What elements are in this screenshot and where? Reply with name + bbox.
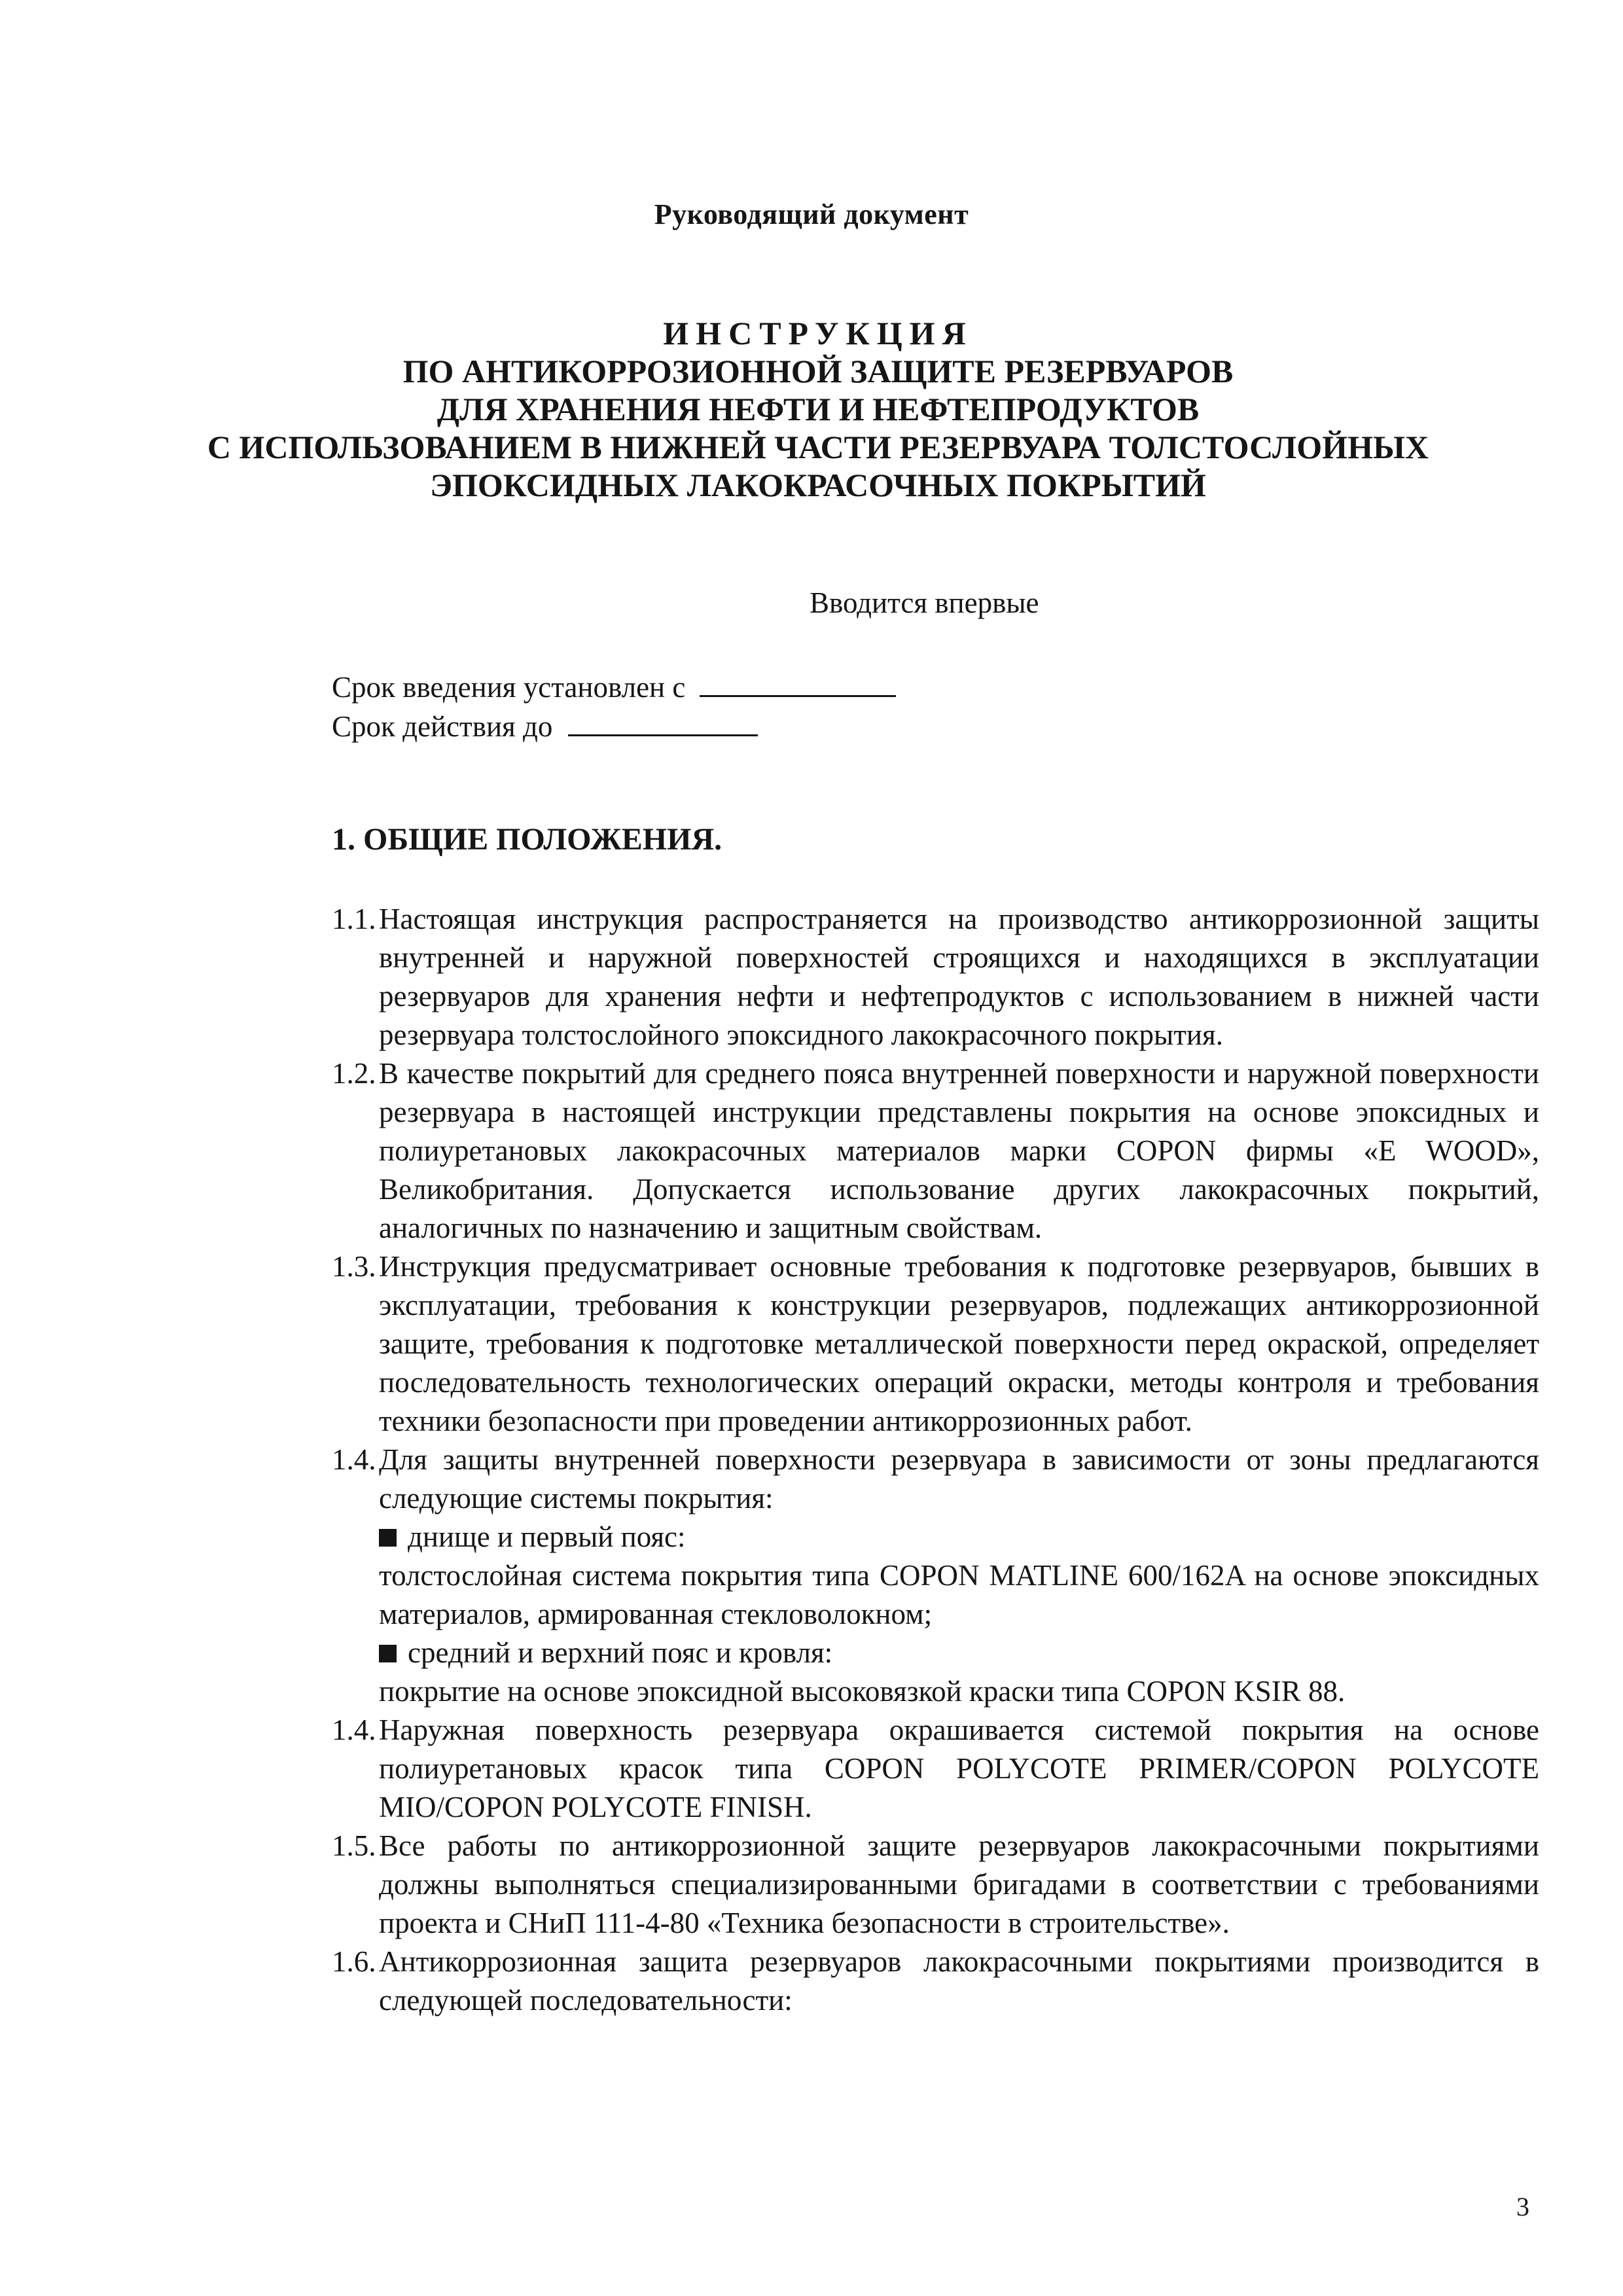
introduced-note: Вводится впервые xyxy=(810,586,1039,619)
document-type: Руководящий документ xyxy=(654,198,969,230)
clause-text: В качестве покрытий для среднего пояса внутренней поверхности и наружной поверхности резервуара в настоящей инструкции представлены покрытия на основе эпоксидных и полиуретановых лакокрасочных материалов марки COPON фирмы «E WOOD», Великобритания. Допускается использование других лакокрасочных покрытий, аналогичных по назначению и защитным свойствам. xyxy=(379,1057,1539,1244)
bullet-label: средний и верхний пояс и кровля: xyxy=(408,1636,833,1669)
clause-1-4-internal xyxy=(332,1441,1539,1711)
bullet-middle-upper-belt xyxy=(379,1634,1539,1672)
clause-number: 1.4. xyxy=(332,1443,376,1476)
clause-text: Настоящая инструкция распространяется на производство антикоррозионной защиты внутренней и наружной поверхностей строящихся и находящихся в эксплуатации резервуаров для хранения нефти и нефтепродуктов с использованием в нижней части резервуара толстослойного эпоксидного лакокрасочного покрытия. xyxy=(379,903,1539,1051)
clause-1-4-external xyxy=(332,1711,1539,1827)
bullet-description: толстослойная система покрытия типа COPON MATLINE 600/162A на основе эпоксидных материалов, армированная стекловолокном; xyxy=(379,1559,1539,1630)
clause-text: Все работы по антикоррозионной защите резервуаров лакокрасочными покрытиями должны выполняться специализированными бригадами в соответствии с требованиями проекта и СНиП 111-4-80 «Техника безопасности в строительстве». xyxy=(379,1829,1539,1939)
validity-date-label: Срок действия до xyxy=(332,710,553,743)
title-line-4: С ИСПОЛЬЗОВАНИЕМ В НИЖНЕЙ ЧАСТИ РЕЗЕРВУАРА ТОЛСТОСЛОЙНЫХ xyxy=(207,429,1429,465)
effective-date-row xyxy=(332,668,896,707)
section-heading: 1. ОБЩИЕ ПОЛОЖЕНИЯ. xyxy=(332,822,722,857)
section-clauses xyxy=(332,900,1539,2020)
effective-date-blank xyxy=(700,674,896,697)
clause-number: 1.3. xyxy=(332,1250,376,1283)
document-title xyxy=(164,314,1472,504)
dates-block xyxy=(332,668,896,746)
clause-1-3 xyxy=(332,1247,1539,1441)
square-bullet-icon xyxy=(379,1529,397,1547)
bullet-description: покрытие на основе эпоксидной высоковязкой краски типа COPON KSIR 88. xyxy=(379,1675,1346,1708)
effective-date-label: Срок введения установлен с xyxy=(332,671,686,704)
clause-1-5 xyxy=(332,1827,1539,1943)
clause-text: Наружная поверхность резервуара окрашивается системой покрытия на основе полиуретановых красок типа COPON POLYCOTE PRIMER/COPON POLYCOTE MIO/COPON POLYCOTE FINISH. xyxy=(379,1713,1539,1823)
clause-text: Антикоррозионная защита резервуаров лакокрасочными покрытиями производится в следующей последовательности: xyxy=(379,1945,1539,2017)
title-line-2: ПО АНТИКОРРОЗИОННОЙ ЗАЩИТЕ РЕЗЕРВУАРОВ xyxy=(402,353,1234,389)
clause-1-1 xyxy=(332,900,1539,1054)
clause-number: 1.6. xyxy=(332,1945,376,1978)
validity-date-row xyxy=(332,707,896,746)
bullet-bottom-first-belt xyxy=(379,1518,1539,1556)
clause-number: 1.2. xyxy=(332,1057,376,1090)
title-line-3: ДЛЯ ХРАНЕНИЯ НЕФТИ И НЕФТЕПРОДУКТОВ xyxy=(437,391,1200,427)
bullet-label: днище и первый пояс: xyxy=(408,1520,686,1553)
clause-1-2 xyxy=(332,1054,1539,1247)
square-bullet-icon xyxy=(379,1645,397,1662)
clause-number: 1.4. xyxy=(332,1713,376,1746)
clause-number: 1.5. xyxy=(332,1829,376,1862)
clause-text: Инструкция предусматривает основные требования к подготовке резервуаров, бывших в эксплуатации, требования к конструкции резервуаров, подлежащих антикоррозионной защите, требования к подготовке металлической поверхности перед окраской, определяет последовательность технологических операций окраски, методы контроля и требования техники безопасности при проведении антикоррозионных работ. xyxy=(379,1250,1539,1437)
title-line-instruction: ИНСТРУКЦИЯ xyxy=(663,315,973,351)
validity-date-blank xyxy=(568,713,758,736)
clause-number: 1.1. xyxy=(332,903,376,935)
page-number: 3 xyxy=(1516,2192,1529,2221)
clause-1-6 xyxy=(332,1943,1539,2020)
clause-text: Для защиты внутренней поверхности резервуара в зависимости от зоны предлагаются следующие системы покрытия: xyxy=(379,1443,1539,1515)
title-line-5: ЭПОКСИДНЫХ ЛАКОКРАСОЧНЫХ ПОКРЫТИЙ xyxy=(430,467,1206,503)
